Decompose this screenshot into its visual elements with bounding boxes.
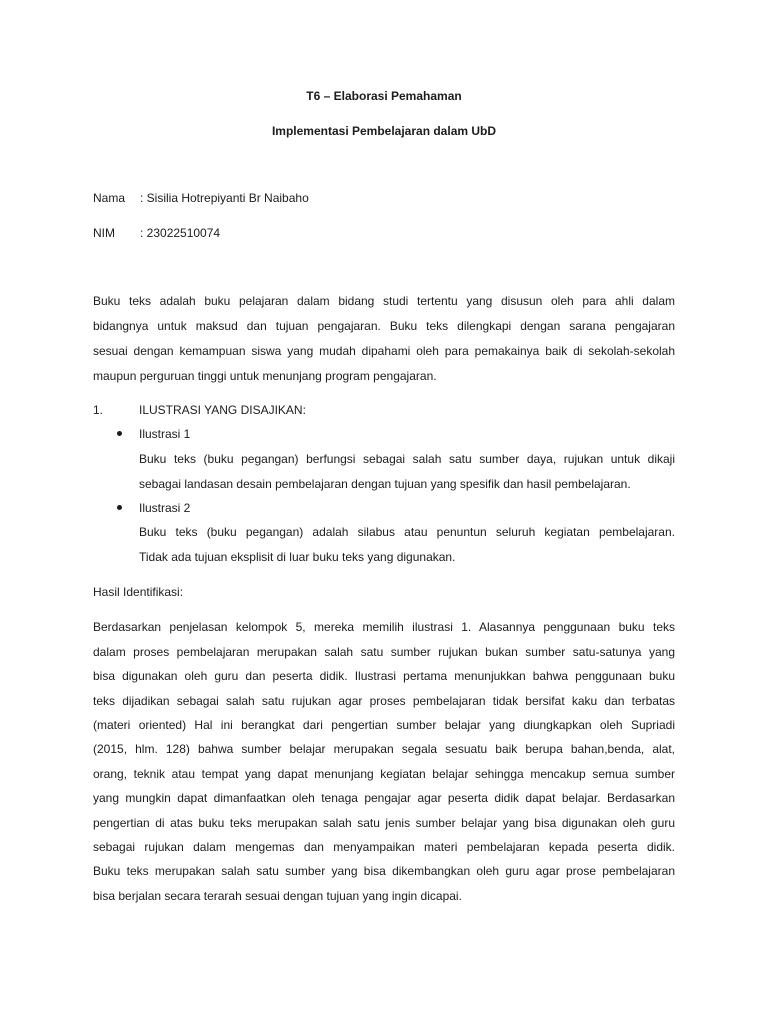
nim-label: NIM — [93, 226, 115, 240]
paragraph-line: Buku teks adalah buku pelajaran dalam bidang studi tertentu yang disusun oleh para ahli dalam — [93, 294, 675, 308]
illustration-title: Ilustrasi 2 — [139, 501, 191, 515]
paragraph-line: Berdasarkan penjelasan kelompok 5, mereka memilih ilustrasi 1. Alasannya penggunaan buku teks — [93, 620, 675, 634]
paragraph-line: pengertian di atas buku teks merupakan salah satu jenis sumber belajar yang bisa digunakan oleh guru — [93, 816, 675, 830]
paragraph-line: sebagai rujukan dalam mengemas dan menyampaikan materi pembelajaran kepada peserta didik. — [93, 840, 675, 854]
section-heading: ILUSTRASI YANG DISAJIKAN: — [139, 403, 306, 417]
results-heading: Hasil Identifikasi: — [93, 585, 184, 599]
paragraph-line: bidangnya untuk maksud dan tujuan pengajaran. Buku teks dilengkapi dengan sarana pengajaran — [93, 319, 675, 333]
paragraph-line: teks dijadikan sebagai salah satu rujukan agar proses pembelajaran tidak bersifat kaku dan terbatas — [93, 694, 675, 708]
illustration-title: Ilustrasi 1 — [139, 427, 191, 441]
illustration-line: Buku teks (buku pegangan) berfungsi sebagai salah satu sumber daya, rujukan untuk dikaji — [139, 452, 675, 466]
name-value: : Sisilia Hotrepiyanti Br Naibaho — [140, 191, 309, 205]
nim-value: : 23022510074 — [140, 226, 221, 240]
bullet-icon — [117, 431, 122, 436]
name-label: Nama — [93, 191, 126, 205]
paragraph-line: sesuai dengan kemampuan siswa yang mudah dipahami oleh para pemakainya baik di sekolah-sekolah — [93, 344, 675, 358]
section-number: 1. — [93, 403, 104, 417]
document-title: T6 – Elaborasi Pemahaman — [306, 89, 462, 103]
paragraph-line: (2015, hlm. 128) bahwa sumber belajar merupakan segala sesuatu baik berupa bahan,benda, alat, — [93, 742, 675, 756]
paragraph-line: orang, teknik atau tempat yang dapat menunjang kegiatan belajar sehingga mencakup semua sumber — [93, 767, 675, 781]
paragraph-line: dalam proses pembelajaran merupakan salah satu sumber rujukan bukan sumber satu-satunya yang — [93, 645, 675, 659]
paragraph-line: Buku teks merupakan salah satu sumber yang bisa dikembangkan oleh guru agar prose pembelajaran — [93, 864, 675, 878]
paragraph-line: yang mungkin dapat dimanfaatkan oleh tenaga pengajar agar peserta didik dapat belajar. Berdasarkan — [93, 791, 675, 805]
paragraph-line: bisa digunakan oleh guru dan peserta didik. Ilustrasi pertama menunjukkan bahwa penggunaan buku — [93, 669, 675, 683]
bullet-icon — [117, 505, 122, 510]
illustration-line: Buku teks (buku pegangan) adalah silabus atau penuntun seluruh kegiatan pembelajaran. — [139, 525, 675, 539]
paragraph-line: maupun perguruan tinggi untuk menunjang program pengajaran. — [93, 369, 437, 383]
paragraph-line: bisa berjalan secara terarah sesuai dengan tujuan yang ingin dicapai. — [93, 889, 462, 903]
illustration-line: sebagai landasan desain pembelajaran dengan tujuan yang spesifik dan hasil pembelajaran. — [139, 477, 631, 491]
paragraph-line: (materi oriented) Hal ini berangkat dari pengertian sumber belajar yang diungkapkan oleh Supriadi — [93, 718, 675, 732]
illustration-line: Tidak ada tujuan eksplisit di luar buku teks yang digunakan. — [139, 550, 456, 564]
document-subtitle: Implementasi Pembelajaran dalam UbD — [271, 124, 497, 138]
